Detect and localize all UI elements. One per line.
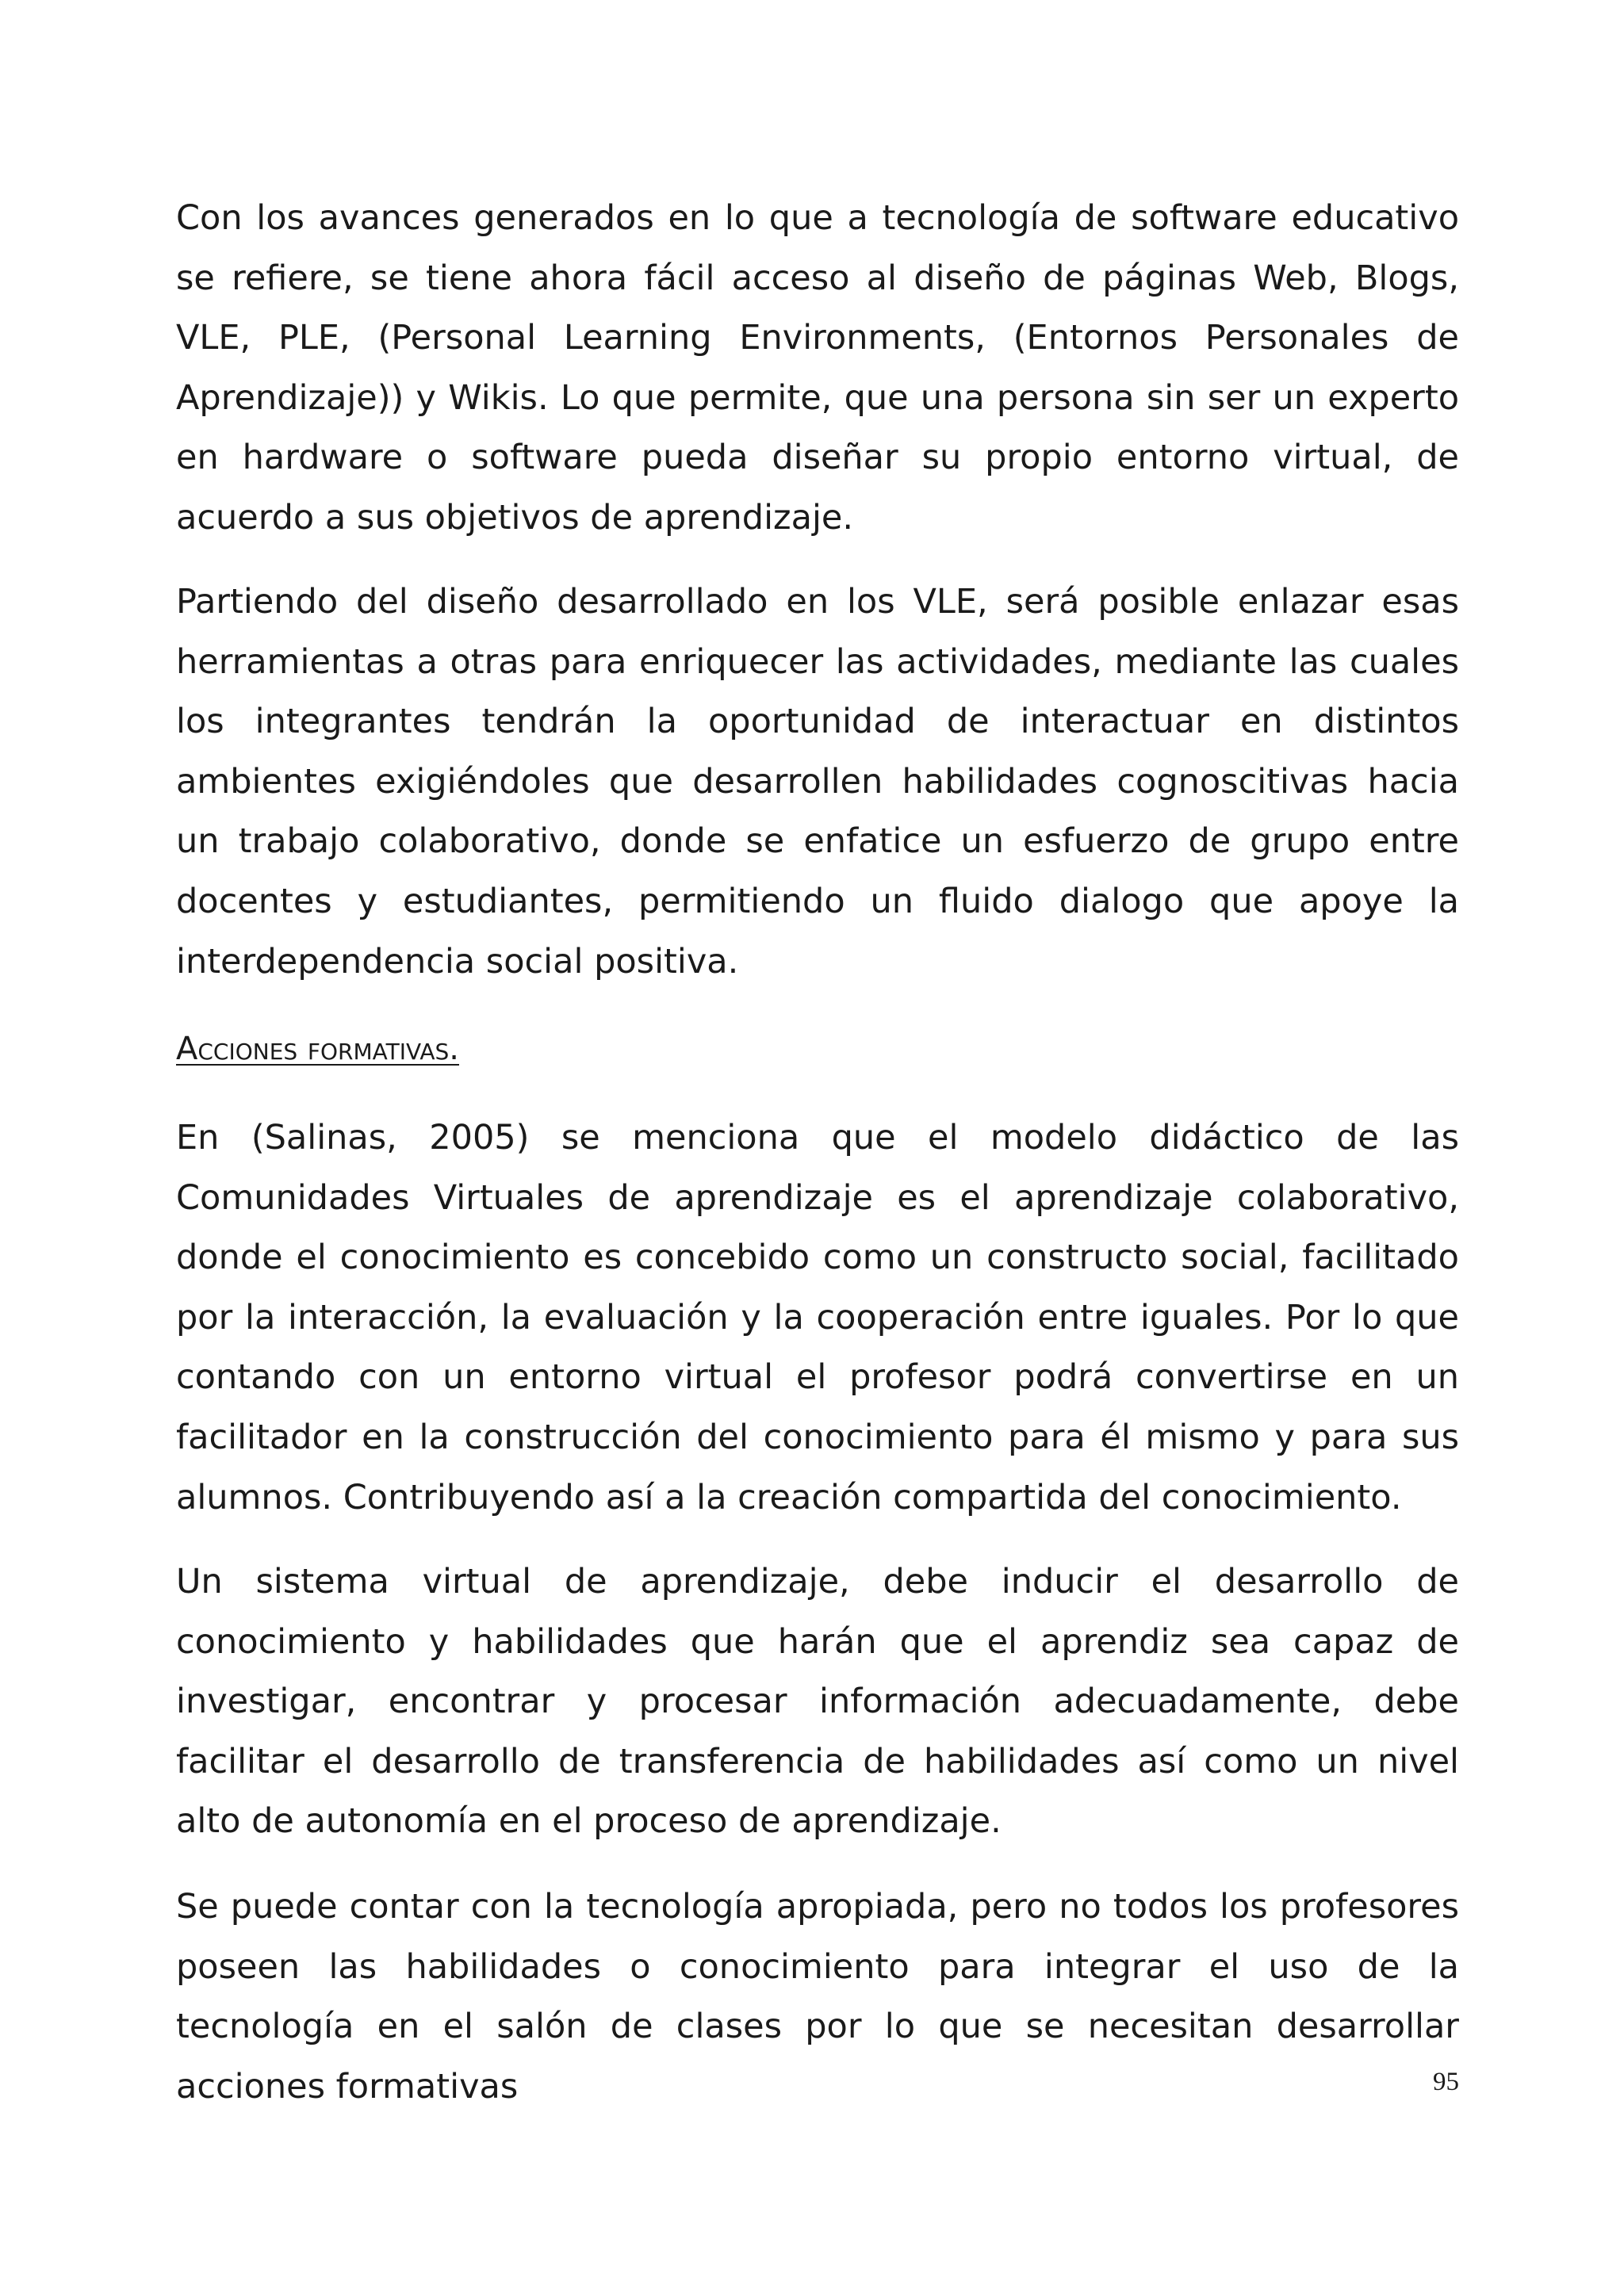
paragraph-virtual-system: Un sistema virtual de aprendizaje, debe inducir el desarrollo de conocimiento y habilidades que harán que el aprendiz sea capaz de investigar, encontrar y procesar información adecuadamente, debe facilitar el desarrollo de transferencia de habilidades así como un nivel alto de autonomía en el proceso de aprendizaje. — [176, 1562, 1459, 1842]
paragraph-technology: Se puede contar con la tecnología apropiada, pero no todos los profesores poseen las habilidades o conocimiento para integrar el uso de la tecnología en el salón de clases por lo que se necesitan desarrollar acciones formativas — [176, 1887, 1459, 2107]
page-number: 95 — [1433, 2068, 1459, 2096]
section-heading: Acciones formativas. — [176, 1031, 459, 1067]
paragraph-vle-design: Partiendo del diseño desarrollado en los VLE, será posible enlazar esas herramientas a otras para enriquecer las actividades, mediante las cuales los integrantes tendrán la oportunidad de interactuar en distintos ambientes exigiéndoles que desarrollen habilidades cognoscitivas hacia un trabajo colaborativo, donde se enfatice un esfuerzo de grupo entre docentes y estudiantes, permitiendo un fluido dialogo que apoye la interdependencia social positiva. — [176, 582, 1459, 982]
paragraph-salinas: En (Salinas, 2005) se menciona que el modelo didáctico de las Comunidades Virtuales de aprendizaje es el aprendizaje colaborativo, donde el conocimiento es concebido como un constructo social, facilitado por la interacción, la evaluación y la cooperación entre iguales. Por lo que contando con un entorno virtual el profesor podrá convertirse en un facilitador en la construcción del conocimiento para él mismo y para sus alumnos. Contribuyendo así a la creación compartida del conocimiento. — [176, 1118, 1459, 1517]
paragraph-software-advances: Con los avances generados en lo que a tecnología de software educativo se refiere, se tiene ahora fácil acceso al diseño de páginas Web, Blogs, VLE, PLE, (Personal Learning Environments, (Entornos Personales de Aprendizaje)) y Wikis. Lo que permite, que una persona sin ser un experto en hardware o software pueda diseñar su propio entorno virtual, de acuerdo a sus objetivos de aprendizaje. — [176, 198, 1459, 538]
